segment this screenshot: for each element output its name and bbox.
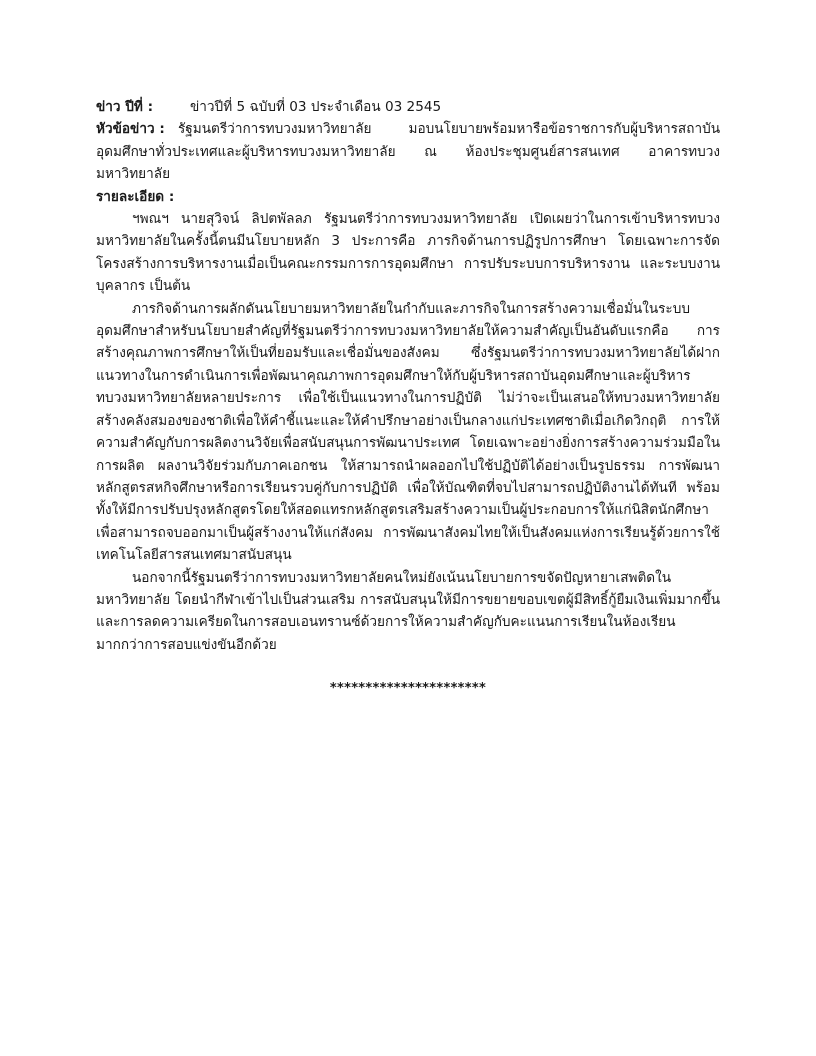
end-separator: **********************: [329, 681, 487, 697]
body-paragraph: ภารกิจด้านการผลักดันนโยบายมหาวิทยาลัยในกำกับและภารกิจในการสร้างความเชื่อมั่นในระบบอุดมศึกษาสำหรับนโยบายสำคัญที่รัฐมนตรีว่าการทบวงมหาวิทยาลัยให้ความสำคัญเป็นอันดับแรกคือ การสร้างคุณภาพการศึกษาให้เป็นที่ยอมรับและเชื่อมั่นของสังคม ซึ่งรัฐมนตรีว่าการทบวงมหาวิทยาลัยได้ฝากแนวทางในการดำเนินการเพื่อพัฒนาคุณภาพการอุดมศึกษาให้กับผู้บริหารสถาบันอุดมศึกษาและผู้บริหารทบวงมหาวิทยาลัยหลายประการ เพื่อใช้เป็นแนวทางในการปฏิบัติ ไม่ว่าจะเป็นเสนอให้ทบวงมหาวิทยาลัยสร้างคลังสมองของชาติเพื่อให้คำชี้แนะและให้คำปรึกษาอย่างเป็นกลางแก่ประเทศชาติเมื่อเกิดวิกฤติ การให้ความสำคัญกับการผลิตงานวิจัยเพื่อสนับสนุนการพัฒนาประเทศ โดยเฉพาะอย่างยิ่งการสร้างความร่วมมือในการผลิต ผลงานวิจัยร่วมกับภาคเอกชน ให้สามารถนำผลออกไปใช้ปฏิบัติได้อย่างเป็นรูปธรรม การพัฒนาหลักสูตรสหกิจศึกษาหรือการเรียนรวบคู่กับการปฏิบัติ เพื่อให้บัณฑิตที่จบไปสามารถปฏิบัติงานได้ทันที พร้อมทั้งให้มีการปรับปรุงหลักสูตรโดยให้สอดแทรกหลักสูตรเสริมสร้างความเป็นผู้ประกอบการให้แก่นิสิตนักศึกษา เพื่อสามารถจบออกมาเป็นผู้สร้างงานให้แก่สังคม การพัฒนาสังคมไทยให้เป็นสังคมแห่งการเรียนรู้ด้วยการใช้เทคโนโลยีสารสนเทศมาสนับสนุน: [96, 300, 720, 564]
news-topic-value: รัฐมนตรีว่าการทบวงมหาวิทยาลัย มอบนโยบายพร้อมหารือข้อราชการกับผู้บริหารสถาบันอุดมศึกษาทั่วประเทศและผู้บริหารทบวงมหาวิทยาลัย ณ ห้องประชุมศูนย์สารสนเทศ อาคารทบวงมหาวิทยาลัย: [96, 121, 720, 183]
body-paragraph: นอกจากนี้รัฐมนตรีว่าการทบวงมหาวิทยาลัยคนใหม่ยังเน้นนโยบายการขจัดปัญหายาเสพติดในมหาวิทยาลัย โดยนำกีฬาเข้าไปเป็นส่วนเสริม การสนับสนุนให้มีการขยายขอบเขตผู้มีสิทธิ์กู้ยืมเงินเพิ่มมากขึ้นและการลดความเครียดในการสอบเอนทรานซ์ด้วยการให้ความสำคัญกับคะแนนการเรียนในห้องเรียนมากกว่าการสอบแข่งขันอีกด้วย: [96, 569, 720, 653]
news-issue-row: [96, 96, 720, 118]
news-topic-row: [96, 118, 720, 185]
document-page: [96, 96, 720, 701]
detail-label: รายละเอียด :: [96, 188, 175, 205]
body-paragraph: ฯพณฯ นายสุวิจน์ ลิปตพัลลภ รัฐมนตรีว่าการทบวงมหาวิทยาลัย เปิดเผยว่าในการเข้าบริหารทบวงมหาวิทยาลัยในครั้งนี้ตนมีนโยบายหลัก 3 ประการคือ ภารกิจด้านการปฏิรูปการศึกษา โดยเฉพาะการจัดโครงสร้างการบริหารงานเมื่อเป็นคณะกรรมการการอุดมศึกษา การปรับระบบการบริหารงาน และระบบงานบุคลากร เป็นต้น: [96, 211, 720, 295]
news-issue-value: ข่าวปีที่ 5 ฉบับที่ 03 ประจำเดือน 03 2545: [190, 99, 442, 115]
news-topic-label: หัวข้อข่าว :: [96, 121, 165, 138]
news-issue-label: ข่าว ปีที่ :: [96, 99, 154, 115]
